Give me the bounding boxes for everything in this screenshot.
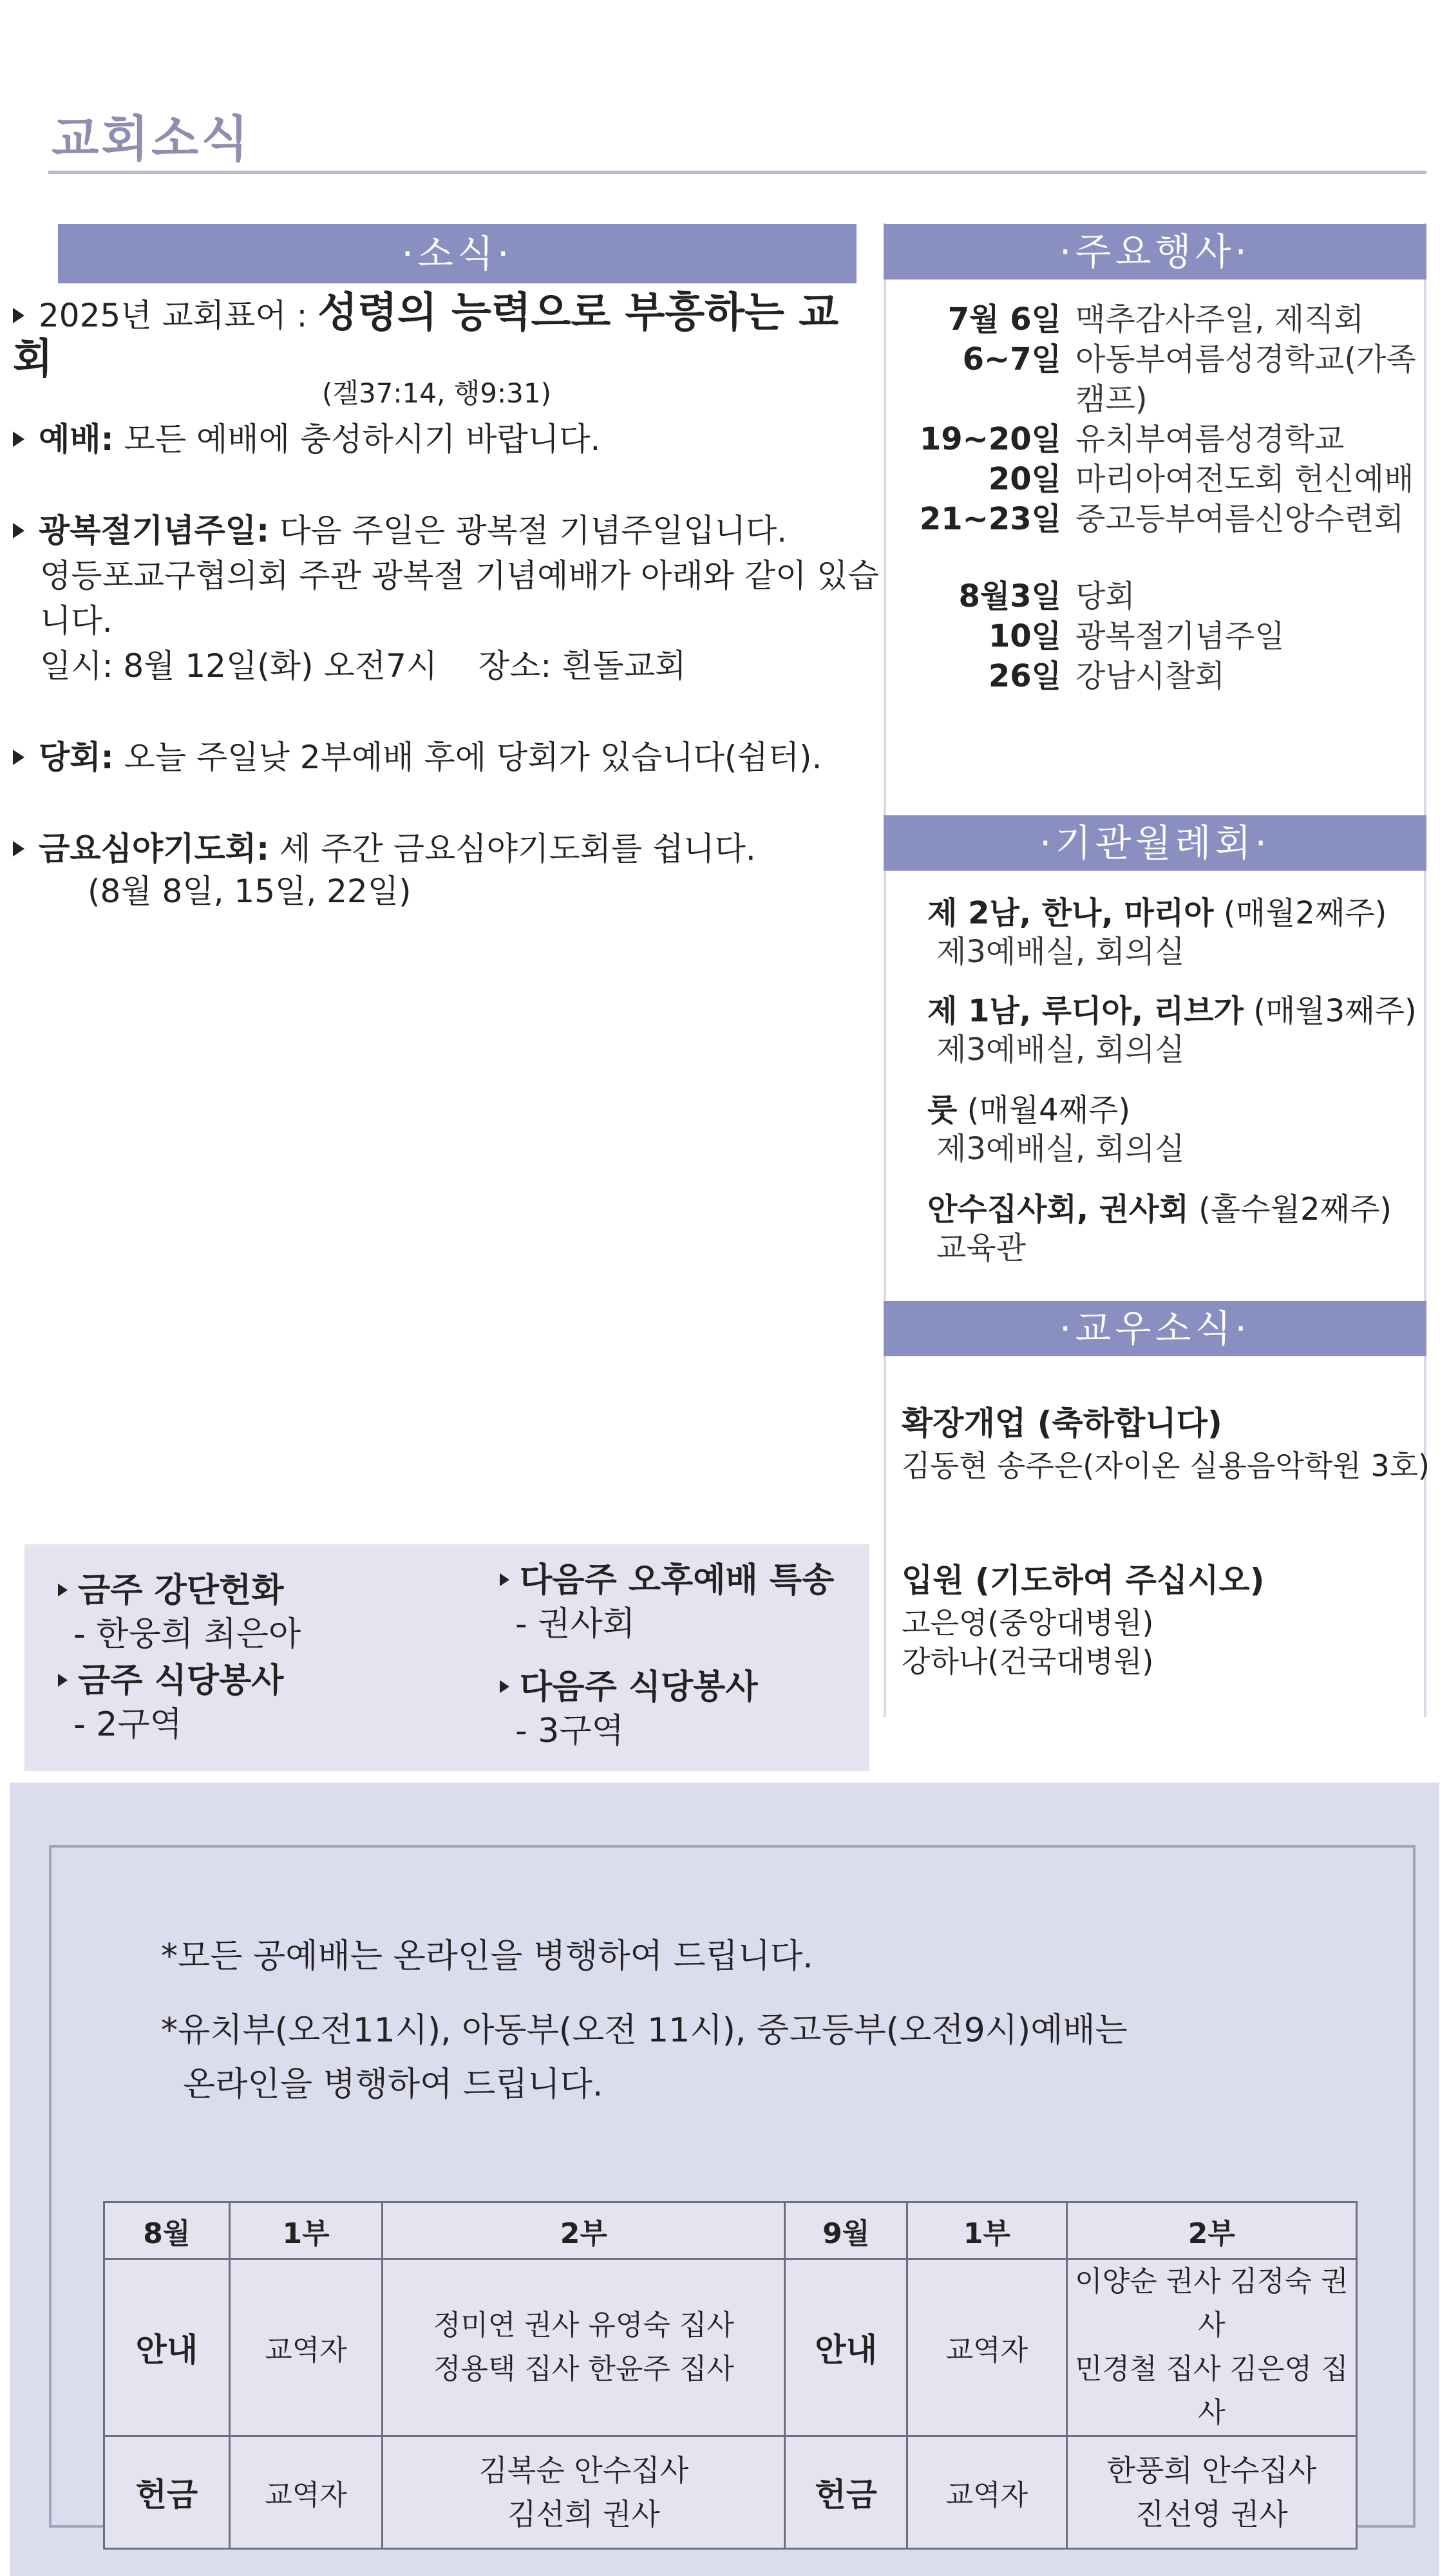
bullet-triangle-icon [500, 1680, 509, 1693]
event-text: 아동부여름성경학교(가족 [1075, 341, 1416, 377]
online-notice-3: 온라인을 병행하여 드립니다. [183, 2065, 603, 2104]
liberation-label: 광복절기념주일: [39, 512, 270, 549]
row-label: 헌금 [104, 2436, 230, 2549]
meeting-place: 교육관 [936, 1230, 1027, 1266]
next-kitchen-label: 다음주 식당봉사 [520, 1668, 758, 1707]
kitchen-duty [58, 1659, 284, 1747]
cell-line: 한풍희 안수집사 [1106, 2453, 1317, 2488]
flowers-value: - 한웅희 최은아 [73, 1615, 301, 1654]
table-cell: 교역자 [229, 2436, 383, 2549]
meeting-place: 제3예배실, 회의실 [936, 1032, 1185, 1068]
event-text: 맥추감사주일, 제직회 [1075, 301, 1364, 337]
cell-line: 정미연 권사 유영숙 집사 [433, 2309, 734, 2342]
row-label: 안내 [104, 2259, 230, 2436]
event-text-continued: 캠프) [1075, 381, 1148, 417]
bullet-triangle-icon [13, 841, 24, 857]
flowers-label: 금주 강단헌화 [78, 1571, 284, 1610]
special-song-label: 다음주 오후예배 특송 [520, 1561, 835, 1600]
table-cell [1066, 2259, 1356, 2436]
news-section-header: ·소식· [58, 224, 857, 283]
table-cell [1066, 2436, 1356, 2549]
liberation-line-4: 일시: 8월 12일(화) 오전7시 장소: 흰돌교회 [40, 647, 687, 685]
meeting-item [927, 894, 1417, 971]
flowers-duty [58, 1569, 301, 1656]
hospital-title: 입원 (기도하여 주십시오) [902, 1562, 1265, 1599]
meeting-when: (매월4째주) [957, 1092, 1131, 1128]
event-text: 마리아여전도회 헌신예배 [1075, 461, 1414, 497]
table-header: 2부 [1066, 2202, 1356, 2259]
motto-text: 성령의 능력으로 부흥하는 교회 [13, 289, 839, 383]
event-text: 당회 [1075, 578, 1135, 614]
council-item [13, 735, 863, 779]
worship-item [13, 417, 863, 461]
event-text: 광복절기념주일 [1075, 618, 1285, 654]
cell-line: 김선희 권사 [507, 2497, 660, 2532]
table-header-row [104, 2202, 1357, 2259]
event-date: 10일 [988, 618, 1061, 654]
meeting-item [927, 1091, 1417, 1168]
table-header: 1부 [907, 2202, 1067, 2259]
bullet-triangle-icon [58, 1584, 68, 1596]
opening-text: 김동현 송주은(자이온 실용음악학원 3호) [902, 1448, 1430, 1483]
event-text: 유치부여름성경학교 [1075, 421, 1345, 457]
page-title: 교회소식 [52, 110, 251, 167]
motto-label: 2025년 교회표어 : [39, 297, 318, 334]
event-date: 6~7일 [962, 341, 1061, 377]
kitchen-label: 금주 식당봉사 [78, 1662, 284, 1700]
hospital-entry: 고은영(중앙대병원) [902, 1605, 1154, 1640]
worship-text: 모든 예배에 충성하시기 바랍니다. [113, 421, 601, 458]
cell-line: 민경철 집사 김은영 집사 [1075, 2353, 1349, 2429]
meeting-when: (매월3째주) [1243, 993, 1417, 1029]
liberation-line-3: 니다. [40, 602, 113, 639]
motto-reference: (겔37:14, 행9:31) [322, 377, 551, 409]
table-cell: 교역자 [229, 2259, 383, 2436]
table-cell: 교역자 [907, 2259, 1067, 2436]
bullet-triangle-icon [13, 523, 24, 538]
meeting-place: 제3예배실, 회의실 [936, 1131, 1185, 1167]
friday-dates: (8월 8일, 15일, 22일) [88, 873, 412, 910]
worship-label: 예배: [39, 421, 114, 458]
meeting-item [927, 992, 1417, 1069]
cell-line: 이양순 권사 김정숙 권사 [1075, 2265, 1349, 2342]
cell-line: 김복순 안수집사 [478, 2453, 689, 2488]
special-song-duty [500, 1558, 834, 1646]
council-text: 오늘 주일낮 2부예배 후에 당회가 있습니다(쉼터). [113, 739, 822, 776]
next-kitchen-value: - 3구역 [515, 1712, 624, 1750]
table-row [104, 2259, 1357, 2436]
table-header: 8월 [104, 2202, 230, 2259]
friday-label: 금요심야기도회: [39, 830, 270, 867]
bullet-triangle-icon [13, 431, 24, 447]
table-row [104, 2436, 1357, 2549]
motto-item [13, 291, 863, 384]
event-date: 8월3일 [958, 578, 1061, 614]
meeting-item [927, 1190, 1417, 1267]
event-text: 강남시찰회 [1075, 658, 1225, 694]
event-date: 20일 [988, 461, 1061, 497]
events-section-header: ·주요행사· [884, 224, 1426, 279]
special-song-value: - 권사회 [515, 1605, 635, 1643]
meeting-place: 제3예배실, 회의실 [936, 934, 1185, 970]
members-section-header: ·교우소식· [884, 1301, 1426, 1356]
meeting-when: (홀수월2째주) [1188, 1191, 1392, 1227]
online-notice-1: *모든 공예배는 온라인을 병행하여 드립니다. [161, 1937, 813, 1976]
title-divider [48, 171, 1426, 174]
council-label: 당회: [39, 739, 114, 776]
table-header: 9월 [785, 2202, 907, 2259]
next-kitchen-duty [500, 1665, 758, 1753]
friday-prayer-item [13, 827, 863, 871]
liberation-line-2: 영등포교구협의회 주관 광복절 기념예배가 아래와 같이 있습 [40, 557, 879, 594]
service-schedule-table [103, 2201, 1358, 2550]
event-date: 26일 [988, 658, 1061, 694]
bullet-triangle-icon [13, 308, 24, 323]
event-date: 19~20일 [919, 421, 1061, 457]
table-header: 1부 [229, 2202, 383, 2259]
meeting-name: 안수집사회, 권사회 [927, 1191, 1189, 1227]
table-header: 2부 [383, 2202, 785, 2259]
kitchen-value: - 2구역 [73, 1705, 182, 1744]
row-label: 헌금 [785, 2436, 907, 2549]
meeting-when: (매월2째주) [1213, 895, 1387, 931]
row-label: 안내 [785, 2259, 907, 2436]
event-date: 21~23일 [919, 501, 1061, 537]
opening-title: 확장개업 (축하합니다) [902, 1405, 1222, 1442]
friday-text: 세 주간 금요심야기도회를 쉽니다. [269, 830, 756, 867]
bullet-triangle-icon [500, 1573, 509, 1586]
cell-line: 진선영 권사 [1135, 2497, 1288, 2532]
meetings-section-header: ·기관월례회· [884, 815, 1426, 871]
meeting-name: 룻 [927, 1092, 958, 1128]
event-date: 7월 6일 [947, 301, 1061, 337]
meeting-name: 제 1남, 루디아, 리브가 [927, 993, 1244, 1029]
liberation-text: 다음 주일은 광복절 기념주일입니다. [269, 512, 788, 549]
table-cell [383, 2436, 785, 2549]
table-cell: 교역자 [907, 2436, 1067, 2549]
meeting-name: 제 2남, 한나, 마리아 [927, 895, 1214, 931]
liberation-item [13, 509, 863, 553]
hospital-entry: 강하나(건국대병원) [902, 1644, 1154, 1679]
bullet-triangle-icon [13, 750, 24, 765]
event-text: 중고등부여름신앙수련회 [1075, 501, 1405, 537]
online-notice-2: *유치부(오전11시), 아동부(오전 11시), 중고등부(오전9시)예배는 [161, 2011, 1128, 2050]
table-cell [383, 2259, 785, 2436]
bullet-triangle-icon [58, 1674, 68, 1687]
cell-line: 정용택 집사 한윤주 집사 [433, 2353, 734, 2385]
